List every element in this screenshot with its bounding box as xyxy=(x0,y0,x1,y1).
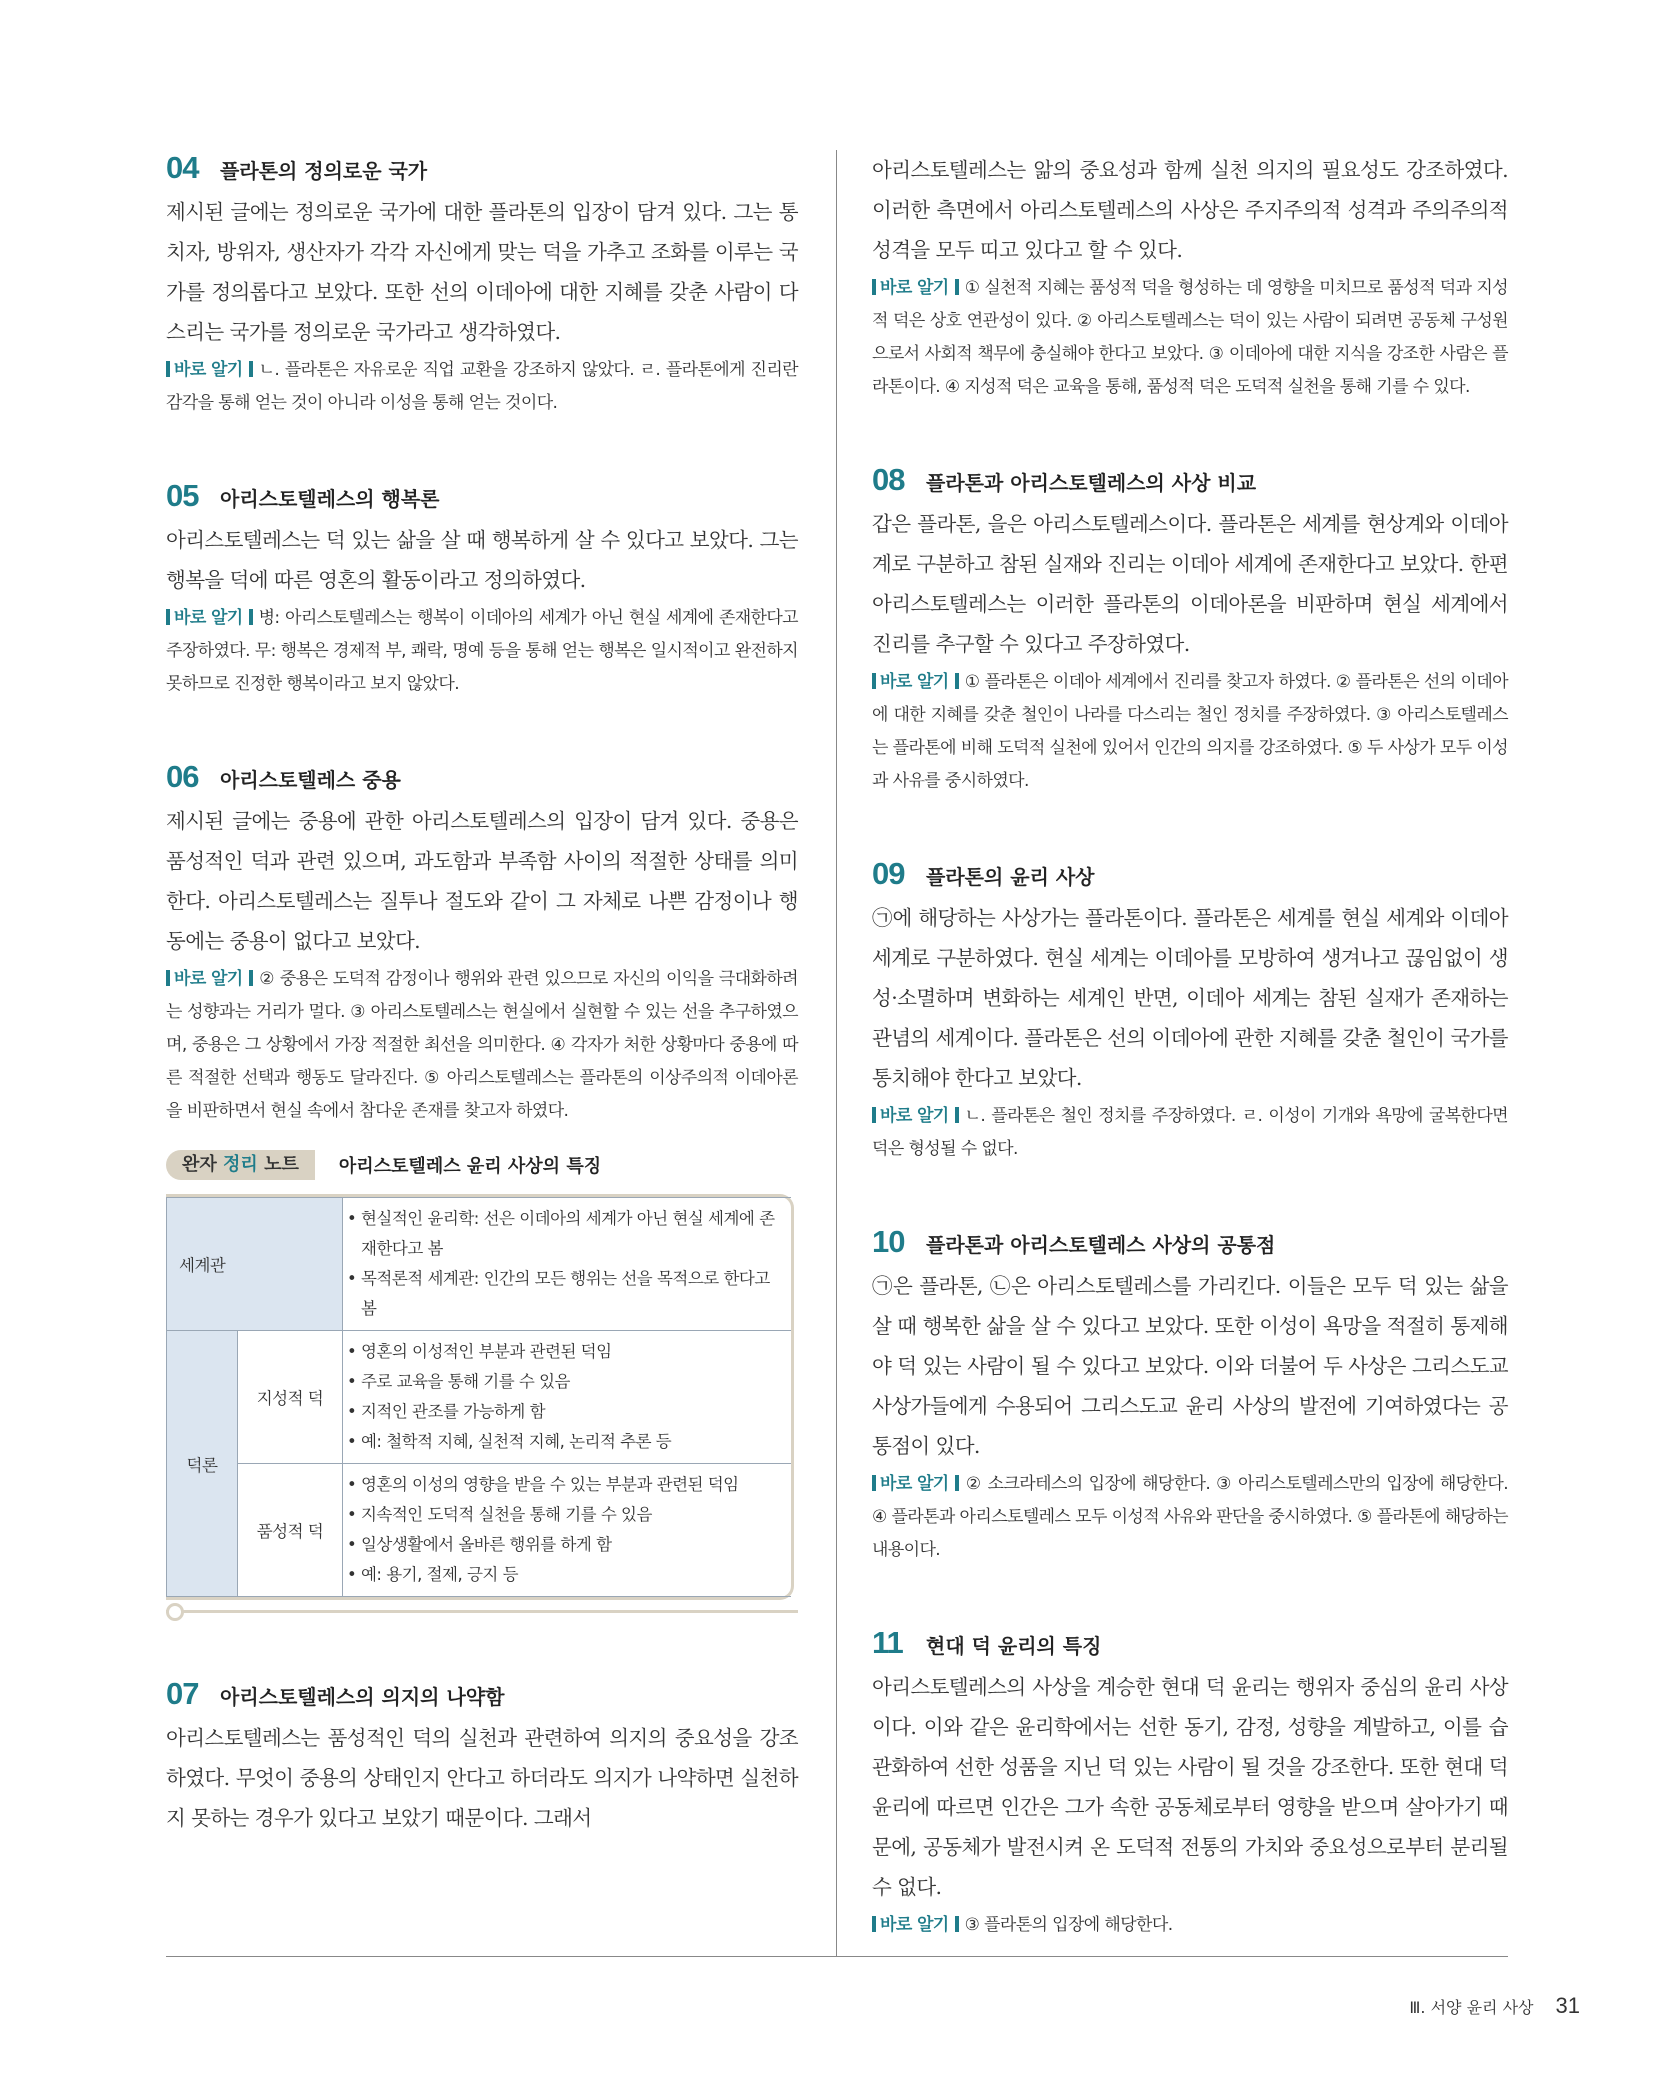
section-body: 제시된 글에는 중용에 관한 아리스토텔레스의 입장이 담겨 있다. 중용은 품성적인 덕과 관련 있으며, 과도함과 부족함 사이의 적절한 상태를 의미한다. 아리스토텔레스는 질투나 절도와 같이 그 자체로 나쁜 감정이나 행동에는 중용이 없다고 보았다. xyxy=(166,809,798,953)
summary-note xyxy=(166,1148,798,1624)
row-label-intellectual: 지성적 덕 xyxy=(238,1331,343,1464)
moral-items: • 영혼의 이성의 영향을 받을 수 있는 부분과 관련된 덕임 • 지속적인 도덕적 실천을 통해 기를 수 있음 • 일상생활에서 올바른 행위를 하게 함 • 예: 용기, 절제, 긍지 등 xyxy=(343,1464,792,1597)
section-title: 아리스토텔레스의 행복론 xyxy=(220,487,440,511)
section-number: 10 xyxy=(872,1224,905,1259)
note-tag: 바로 알기 xyxy=(166,354,253,387)
summary-footer-ornament xyxy=(166,1600,798,1624)
note-tag: 바로 알기 xyxy=(872,1909,959,1942)
ring-icon xyxy=(166,1603,184,1621)
section-body: 아리스토텔레스는 품성적인 덕의 실천과 관련하여 의지의 중요성을 강조하였다. 무엇이 중용의 상태인지 안다고 하더라도 의지가 나약하면 실천하지 못하는 경우가 있다고 보았기 때문이다. 그래서 xyxy=(166,1726,798,1830)
answer-note: 바로 알기 ② 소크라테스의 입장에 해당한다. ③ 아리스토텔레스만의 입장에 해당한다. ④ 플라톤과 아리스토텔레스 모두 이성적 사유와 판단을 중시하였다. ⑤ 플라톤에 해당하는 내용이다. xyxy=(872,1468,1508,1567)
section-title: 플라톤과 아리스토텔레스 사상의 공통점 xyxy=(926,1233,1276,1257)
section-title: 아리스토텔레스의 의지의 나약함 xyxy=(220,1685,505,1709)
note-tag: 바로 알기 xyxy=(166,963,253,996)
section-number: 08 xyxy=(872,462,905,497)
summary-title: 아리스토텔레스 윤리 사상의 특징 xyxy=(338,1156,602,1177)
section-title: 아리스토텔레스 중용 xyxy=(220,768,401,792)
section-number: 07 xyxy=(166,1676,199,1711)
section-number: 11 xyxy=(872,1625,903,1660)
section-body: 아리스토텔레스는 앎의 중요성과 함께 실천 의지의 필요성도 강조하였다. 이러한 측면에서 아리스토텔레스의 사상은 주지주의적 성격과 주의주의적 성격을 모두 띠고 있다고 할 수 있다. xyxy=(872,158,1508,262)
section-11 xyxy=(872,1625,1508,1942)
intellectual-items: • 영혼의 이성적인 부분과 관련된 덕임 • 주로 교육을 통해 기를 수 있음 • 지적인 관조를 가능하게 함 • 예: 철학적 지혜, 실천적 지혜, 논리적 추론 등 xyxy=(343,1331,792,1464)
row-label-worldview: 세계관 xyxy=(167,1198,343,1331)
answer-note: 바로 알기 ② 중용은 도덕적 감정이나 행위와 관련 있으므로 자신의 이익을 극대화하려는 성향과는 거리가 멀다. ③ 아리스토텔레스는 현실에서 실현할 수 있는 선을 추구하였으며, 중용은 그 상황에서 가장 적절한 최선을 의미한다. ④ 각자가 처한 상황마다 중용에 따른 적절한 선택과 행동도 달라진다. ⑤ 아리스토텔레스는 플라톤의 이상주의적 이데아론을 비판하면서 현실 속에서 참다운 존재를 찾고자 하였다. xyxy=(166,963,798,1128)
note-tag: 바로 알기 xyxy=(872,1468,959,1501)
answer-note: 바로 알기 ① 실천적 지혜는 품성적 덕을 형성하는 데 영향을 미치므로 품성적 덕과 지성적 덕은 상호 연관성이 있다. ② 아리스토텔레스는 덕이 있는 사람이 되려면 공동체 구성원으로서 사회적 책무에 충실해야 한다고 보았다. ③ 이데아에 대한 지식을 강조한 사람은 플라톤이다. ④ 지성적 덕은 교육을 통해, 품성적 덕은 도덕적 실천을 통해 기를 수 있다. xyxy=(872,272,1508,404)
section-06 xyxy=(166,759,798,1128)
row-label-virtue: 덕론 xyxy=(167,1331,238,1597)
section-number: 04 xyxy=(166,150,199,185)
section-title: 현대 덕 윤리의 특징 xyxy=(926,1634,1102,1658)
section-number: 06 xyxy=(166,759,199,794)
summary-table xyxy=(166,1197,791,1597)
section-10 xyxy=(872,1224,1508,1567)
answer-note: 바로 알기 ㄴ. 플라톤은 철인 정치를 주장하였다. ㄹ. 이성이 기개와 욕망에 굴복한다면 덕은 형성될 수 없다. xyxy=(872,1100,1508,1166)
left-column xyxy=(166,150,798,1838)
section-number: 05 xyxy=(166,478,199,513)
section-title: 플라톤의 윤리 사상 xyxy=(926,865,1095,889)
section-body: ㉠에 해당하는 사상가는 플라톤이다. 플라톤은 세계를 현실 세계와 이데아 세계로 구분하였다. 현실 세계는 이데아를 모방하여 생겨나고 끊임없이 생성·소멸하며 변화하는 세계인 반면, 이데아 세계는 참된 실재가 존재하는 관념의 세계이다. 플라톤은 선의 이데아에 관한 지혜를 갖춘 철인이 국가를 통치해야 한다고 보았다. xyxy=(872,906,1508,1090)
answer-note: 바로 알기 병: 아리스토텔레스는 행복이 이데아의 세계가 아닌 현실 세계에 존재한다고 주장하였다. 무: 행복은 경제적 부, 쾌락, 명예 등을 통해 얻는 행복은 일시적이고 완전하지 못하므로 진정한 행복이라고 보지 않았다. xyxy=(166,602,798,701)
worldview-items: • 현실적인 윤리학: 선은 이데아의 세계가 아닌 현실 세계에 존재한다고 봄 • 목적론적 세계관: 인간의 모든 행위는 선을 목적으로 한다고 봄 xyxy=(343,1198,792,1331)
note-tag: 바로 알기 xyxy=(872,1100,959,1133)
note-tag: 바로 알기 xyxy=(872,272,959,305)
section-title: 플라톤과 아리스토텔레스의 사상 비교 xyxy=(926,471,1257,495)
section-body: 아리스토텔레스의 사상을 계승한 현대 덕 윤리는 행위자 중심의 윤리 사상이다. 이와 같은 윤리학에서는 선한 동기, 감정, 성향을 계발하고, 이를 습관화하여 선한 성품을 지닌 덕 있는 사람이 될 것을 강조한다. 또한 현대 덕 윤리에 따르면 인간은 그가 속한 공동체로부터 영향을 받으며 살아가기 때문에, 공동체가 발전시켜 온 도덕적 전통의 가치와 중요성으로부터 분리될 수 없다. xyxy=(872,1675,1508,1899)
page-footer xyxy=(1409,1993,1580,2019)
section-09 xyxy=(872,856,1508,1166)
section-04 xyxy=(166,150,798,420)
section-title: 플라톤의 정의로운 국가 xyxy=(220,159,428,183)
note-tag: 바로 알기 xyxy=(166,602,253,635)
table-row xyxy=(167,1464,792,1597)
summary-pill: 완자 정리 노트 xyxy=(166,1150,315,1180)
section-body: 갑은 플라톤, 을은 아리스토텔레스이다. 플라톤은 세계를 현상계와 이데아계로 구분하고 참된 실재와 진리는 이데아 세계에 존재한다고 보았다. 한편 아리스토텔레스는 이러한 플라톤의 이데아론을 비판하며 현실 세계에서 진리를 추구할 수 있다고 주장하였다. xyxy=(872,512,1508,656)
summary-box xyxy=(166,1194,794,1600)
section-05 xyxy=(166,478,798,701)
answer-note: 바로 알기 ㄴ. 플라톤은 자유로운 직업 교환을 강조하지 않았다. ㄹ. 플라톤에게 진리란 감각을 통해 얻는 것이 아니라 이성을 통해 얻는 것이다. xyxy=(166,354,798,420)
answer-note: 바로 알기 ① 플라톤은 이데아 세계에서 진리를 찾고자 하였다. ② 플라톤은 선의 이데아에 대한 지혜를 갖춘 철인이 나라를 다스리는 철인 정치를 주장하였다. ③ 아리스토텔레스는 플라톤에 비해 도덕적 실천에 있어서 인간의 의지를 강조하였다. ⑤ 두 사상가 모두 이성과 사유를 중시하였다. xyxy=(872,666,1508,798)
section-number: 09 xyxy=(872,856,905,891)
note-tag: 바로 알기 xyxy=(872,666,959,699)
page-number: 31 xyxy=(1555,1993,1580,2018)
section-08 xyxy=(872,462,1508,798)
table-row xyxy=(167,1331,792,1464)
right-column xyxy=(872,150,1508,1942)
chapter-label: Ⅲ. 서양 윤리 사상 xyxy=(1409,1998,1534,2017)
section-body: 제시된 글에는 정의로운 국가에 대한 플라톤의 입장이 담겨 있다. 그는 통치자, 방위자, 생산자가 각각 자신에게 맞는 덕을 가추고 조화를 이루는 국가를 정의롭다고 보았다. 또한 선의 이데아에 대한 지혜를 갖춘 사람이 다스리는 국가를 정의로운 국가라고 생각하였다. xyxy=(166,200,798,344)
bottom-rule xyxy=(166,1956,1508,1957)
column-divider xyxy=(836,150,837,1956)
section-body: 아리스토텔레스는 덕 있는 삶을 살 때 행복하게 살 수 있다고 보았다. 그는 행복을 덕에 따른 영혼의 활동이라고 정의하였다. xyxy=(166,528,798,592)
section-07 xyxy=(166,1676,798,1838)
answer-note: 바로 알기 ③ 플라톤의 입장에 해당한다. xyxy=(872,1909,1508,1942)
row-label-moral: 품성적 덕 xyxy=(238,1464,343,1597)
table-row xyxy=(167,1198,792,1331)
section-body: ㉠은 플라톤, ㉡은 아리스토텔레스를 가리킨다. 이들은 모두 덕 있는 삶을 살 때 행복한 삶을 살 수 있다고 보았다. 또한 이성이 욕망을 적절히 통제해야 덕 있는 사람이 될 수 있다고 보았다. 이와 더불어 두 사상은 그리스도교 사상가들에게 수용되어 그리스도교 윤리 사상의 발전에 기여하였다는 공통점이 있다. xyxy=(872,1274,1508,1458)
section-07-continued xyxy=(872,150,1508,404)
